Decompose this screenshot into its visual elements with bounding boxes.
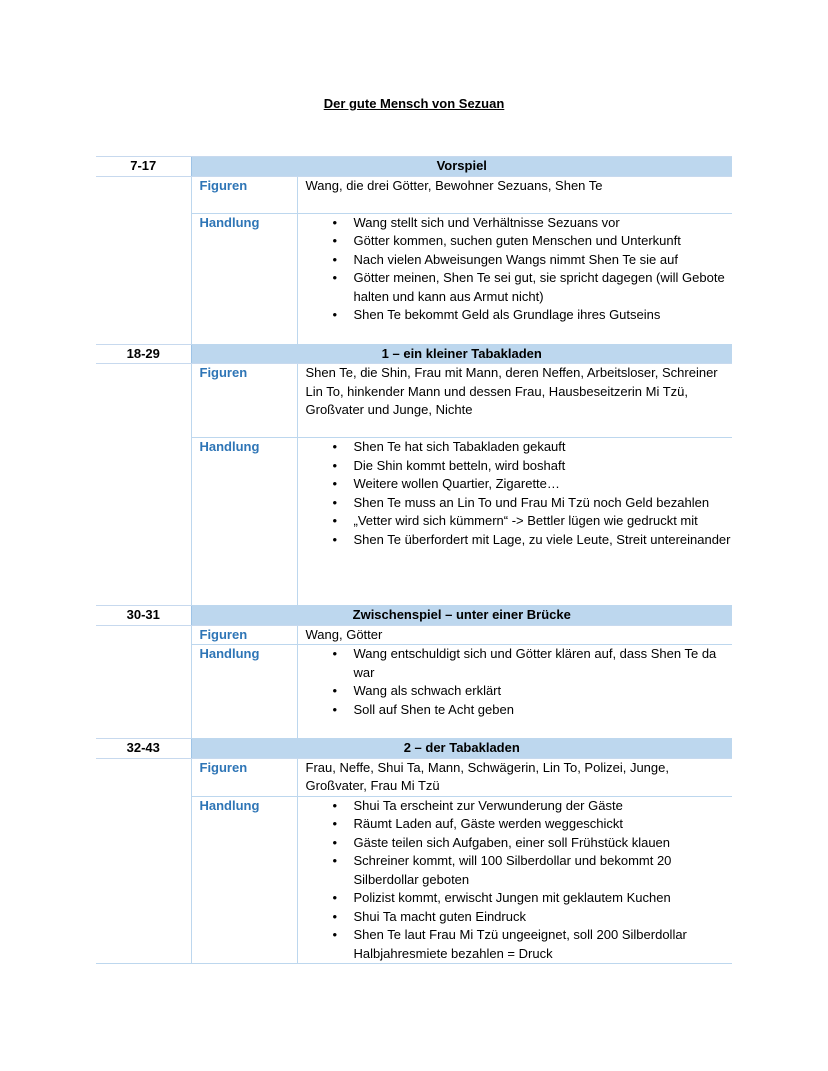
figuren-row — [96, 625, 732, 645]
handlung-list — [306, 438, 733, 549]
page-range: 30-31 — [96, 606, 191, 626]
list-item: • Shen Te muss an Lin To und Frau Mi Tzü noch Geld bezahlen — [354, 494, 733, 513]
list-item: • Shen Te überfordert mit Lage, zu viele Leute, Streit untereinander — [354, 531, 733, 550]
figuren-row — [96, 758, 732, 796]
scene-table — [96, 156, 732, 964]
handlung-row — [96, 438, 732, 606]
page-range: 18-29 — [96, 344, 191, 364]
list-item: • Polizist kommt, erwischt Jungen mit geklautem Kuchen — [354, 889, 733, 908]
section-header — [96, 344, 732, 364]
handlung-content — [297, 438, 732, 606]
list-item: • Nach vielen Abweisungen Wangs nimmt Shen Te sie auf — [354, 251, 733, 270]
scene-title: Zwischenspiel – unter einer Brücke — [191, 606, 732, 626]
section-header — [96, 157, 732, 177]
handlung-label: Handlung — [191, 645, 297, 739]
handlung-list — [306, 214, 733, 325]
list-item: • „Vetter wird sich kümmern“ -> Bettler lügen wie gedruckt mit — [354, 512, 733, 531]
handlung-content — [297, 213, 732, 344]
page-range: 32-43 — [96, 739, 191, 759]
figuren-text: Wang, die drei Götter, Bewohner Sezuans, Shen Te — [297, 176, 732, 213]
figuren-text: Wang, Götter — [297, 625, 732, 645]
figuren-text: Frau, Neffe, Shui Ta, Mann, Schwägerin, Lin To, Polizei, Junge, Großvater, Frau Mi Tzü — [297, 758, 732, 796]
list-item: • Wang stellt sich und Verhältnisse Sezuans vor — [354, 214, 733, 233]
handlung-content — [297, 796, 732, 964]
list-item: • Wang entschuldigt sich und Götter klären auf, dass Shen Te da war — [354, 645, 733, 682]
page-range: 7-17 — [96, 157, 191, 177]
figuren-label: Figuren — [191, 625, 297, 645]
list-item: • Götter meinen, Shen Te sei gut, sie spricht dagegen (will Gebote halten und kann aus Armut nicht) — [354, 269, 733, 306]
list-item: • Shen Te bekommt Geld als Grundlage ihres Gutseins — [354, 306, 733, 325]
list-item: • Weitere wollen Quartier, Zigarette… — [354, 475, 733, 494]
list-item: • Shui Ta macht guten Eindruck — [354, 908, 733, 927]
handlung-list — [306, 645, 733, 719]
handlung-label: Handlung — [191, 438, 297, 606]
figuren-label: Figuren — [191, 364, 297, 438]
handlung-row — [96, 796, 732, 964]
handlung-label: Handlung — [191, 796, 297, 964]
figuren-row — [96, 364, 732, 438]
list-item: • Shen Te laut Frau Mi Tzü ungeeignet, soll 200 Silberdollar Halbjahresmiete bezahlen = Druck — [354, 926, 733, 963]
list-item: • Wang als schwach erklärt — [354, 682, 733, 701]
list-item: • Schreiner kommt, will 100 Silberdollar und bekommt 20 Silberdollar geboten — [354, 852, 733, 889]
handlung-row — [96, 213, 732, 344]
section-header — [96, 606, 732, 626]
handlung-label: Handlung — [191, 213, 297, 344]
list-item: • Soll auf Shen te Acht geben — [354, 701, 733, 720]
scene-title: 2 – der Tabakladen — [191, 739, 732, 759]
handlung-list — [306, 797, 733, 964]
scene-title: Vorspiel — [191, 157, 732, 177]
list-item: • Götter kommen, suchen guten Menschen und Unterkunft — [354, 232, 733, 251]
handlung-content — [297, 645, 732, 739]
list-item: • Shen Te hat sich Tabakladen gekauft — [354, 438, 733, 457]
list-item: • Shui Ta erscheint zur Verwunderung der Gäste — [354, 797, 733, 816]
section-header — [96, 739, 732, 759]
list-item: • Die Shin kommt betteln, wird boshaft — [354, 457, 733, 476]
figuren-row — [96, 176, 732, 213]
list-item: • Räumt Laden auf, Gäste werden weggeschickt — [354, 815, 733, 834]
list-item: • Gäste teilen sich Aufgaben, einer soll Frühstück klauen — [354, 834, 733, 853]
scene-title: 1 – ein kleiner Tabakladen — [191, 344, 732, 364]
figuren-label: Figuren — [191, 176, 297, 213]
handlung-row — [96, 645, 732, 739]
figuren-text: Shen Te, die Shin, Frau mit Mann, deren Neffen, Arbeitsloser, Schreiner Lin To, hinkender Mann und dessen Frau, Hausbeseitzerin Mi Tzü, Großvater und Junge, Nichte — [297, 364, 732, 438]
document-title: Der gute Mensch von Sezuan — [323, 96, 505, 111]
figuren-label: Figuren — [191, 758, 297, 796]
